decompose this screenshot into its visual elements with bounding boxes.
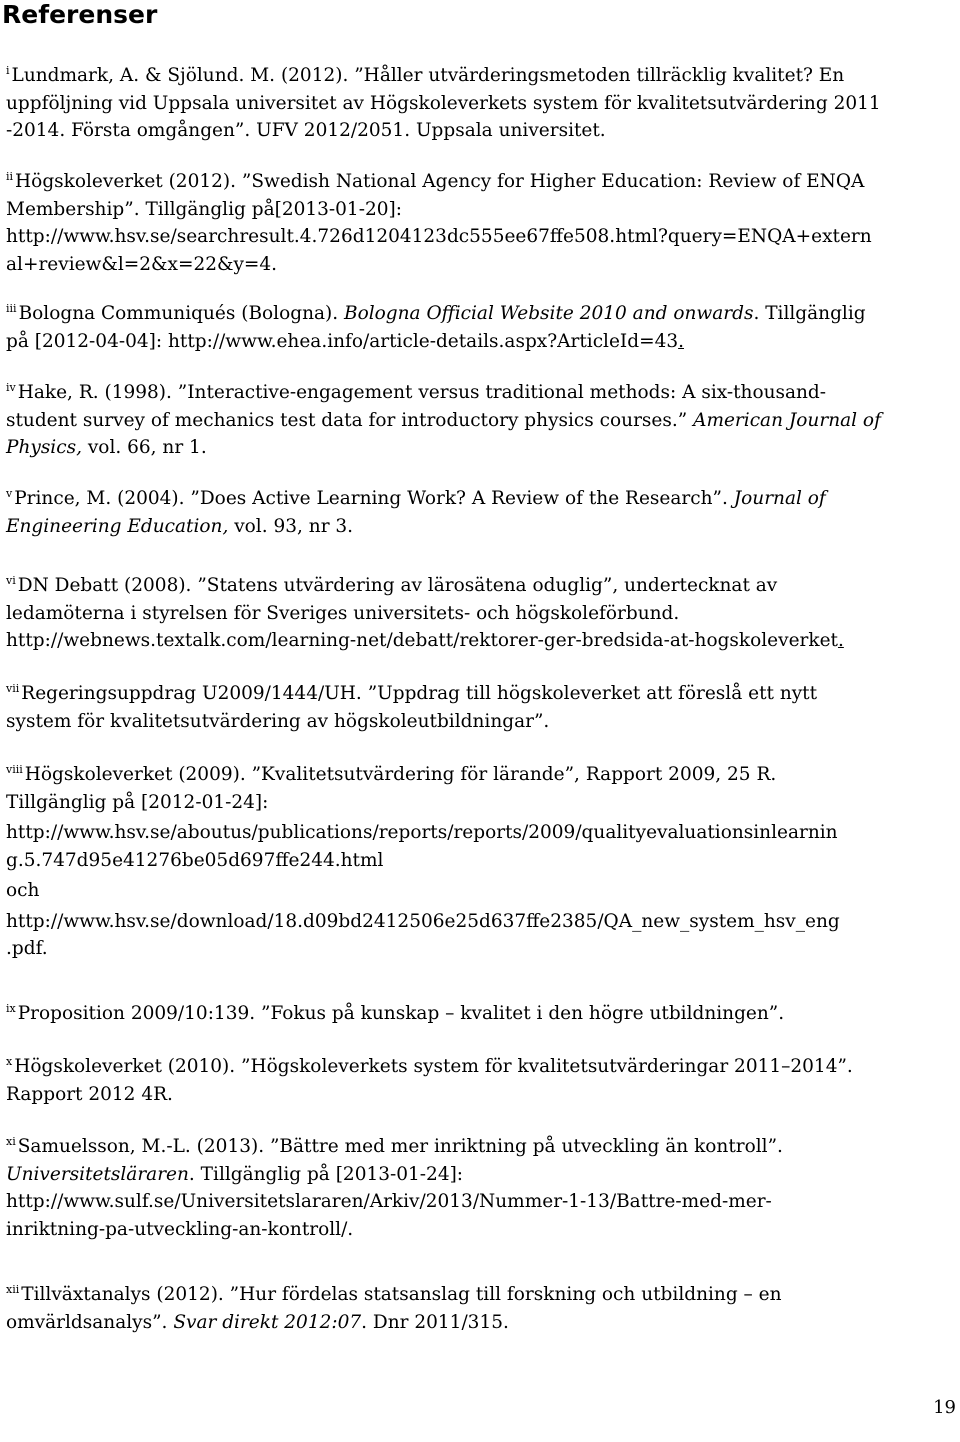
reference-text: Regeringsuppdrag U2009/1444/UH. ”Uppdrag till högskoleverket att föreslå ett nytt bbox=[21, 683, 818, 704]
reference-entry bbox=[6, 680, 956, 735]
reference-entry bbox=[6, 1133, 956, 1243]
reference-text: Samuelsson, M.-L. (2013). ”Bättre med mer inriktning på utveckling än kontroll”. bbox=[17, 1136, 783, 1157]
reference-url: .pdf. bbox=[6, 938, 48, 959]
reference-url: http://webnews.textalk.com/learning-net/debatt/rektorer-ger-bredsida-at-hogskoleverket bbox=[6, 630, 838, 651]
footnote-number: xii bbox=[6, 1283, 20, 1296]
reference-text: DN Debatt (2008). ”Statens utvärdering av lärosätena oduglig”, undertecknat av bbox=[17, 575, 778, 596]
reference-url: http://www.hsv.se/aboutus/publications/reports/reports/2009/qualityevaluationsinlearnin bbox=[6, 822, 838, 843]
reference-text: Tillgänglig på [2012-01-24]: bbox=[6, 791, 269, 813]
reference-text: Lundmark, A. & Sjölund. M. (2012). ”Håller utvärderingsmetoden tillräcklig kvalitet? En bbox=[11, 65, 845, 86]
reference-journal: American Journal of bbox=[693, 409, 881, 431]
reference-journal: Engineering Education, bbox=[6, 515, 229, 537]
reference-journal: Journal of bbox=[733, 488, 826, 509]
reference-text: Tillväxtanalys (2012). ”Hur fördelas statsanslag till forskning och utbildning – en bbox=[21, 1284, 782, 1305]
reference-url: inriktning-pa-utveckling-an-kontroll/. bbox=[6, 1218, 354, 1240]
reference-text: vol. 66, nr 1. bbox=[81, 437, 207, 458]
reference-entry bbox=[6, 572, 956, 655]
reference-entry bbox=[6, 300, 956, 355]
reference-text: omvärldsanalys”. bbox=[6, 1311, 174, 1333]
reference-text: Högskoleverket (2010). ”Högskoleverkets system för kvalitetsutvärderingar 2011–2014”. bbox=[14, 1056, 853, 1077]
reference-entry bbox=[6, 62, 956, 145]
reference-text: uppföljning vid Uppsala universitet av Högskoleverkets system för kvalitetsutvärdering 2011 bbox=[6, 92, 881, 114]
reference-text: . Tillgänglig på [2013-01-24]: bbox=[188, 1163, 464, 1185]
reference-text: Membership”. Tillgänglig på[2013-01-20]: bbox=[6, 198, 402, 220]
footnote-number: vii bbox=[6, 682, 20, 695]
footnote-number: ix bbox=[6, 1002, 16, 1015]
reference-text: Rapport 2012 4R. bbox=[6, 1083, 173, 1105]
reference-entry bbox=[6, 168, 956, 278]
reference-source-title: Bologna Official Website 2010 and onwards bbox=[344, 303, 754, 324]
reference-text: och bbox=[6, 880, 40, 901]
footnote-number: iv bbox=[6, 381, 16, 394]
reference-text: . Tillgänglig bbox=[753, 303, 866, 324]
footnote-number: iii bbox=[6, 302, 17, 315]
reference-text: Högskoleverket (2012). ”Swedish National Agency for Higher Education: Review of ENQA bbox=[15, 171, 865, 192]
footnote-number: i bbox=[6, 64, 10, 77]
reference-link[interactable]: . bbox=[678, 330, 684, 352]
reference-url: http://www.hsv.se/searchresult.4.726d1204123dc555ee67ffe508.html?query=ENQA+extern bbox=[6, 226, 872, 247]
reference-text: ledamöterna i styrelsen för Sveriges universitets- och högskoleförbund. bbox=[6, 602, 680, 624]
reference-entry bbox=[6, 1053, 956, 1108]
reference-url: http://www.sulf.se/Universitetslararen/Arkiv/2013/Nummer-1-13/Battre-med-mer- bbox=[6, 1191, 772, 1212]
reference-report-title: Svar direkt 2012:07 bbox=[173, 1311, 362, 1333]
reference-entry bbox=[6, 379, 956, 462]
reference-link[interactable]: . bbox=[837, 630, 844, 651]
reference-text: Bologna Communiqués (Bologna). bbox=[18, 303, 344, 324]
footnote-number: viii bbox=[6, 763, 23, 776]
footnote-number: vi bbox=[6, 574, 16, 587]
page-number: 19 bbox=[933, 1397, 956, 1418]
reference-text: student survey of mechanics test data for introductory physics courses.” bbox=[6, 409, 694, 431]
reference-entry bbox=[6, 761, 956, 963]
reference-text: Hake, R. (1998). ”Interactive-engagement versus traditional methods: A six-thousand- bbox=[17, 382, 827, 403]
reference-url: g.5.747d95e41276be05d697ffe244.html bbox=[6, 849, 384, 871]
footnote-number: ii bbox=[6, 170, 14, 183]
reference-text: -2014. Första omgången”. UFV 2012/2051. Uppsala universitet. bbox=[6, 120, 606, 141]
reference-text: Proposition 2009/10:139. ”Fokus på kunskap – kvalitet i den högre utbildningen”. bbox=[17, 1003, 785, 1024]
footnote-number: x bbox=[6, 1055, 13, 1068]
reference-text: system för kvalitetsutvärdering av högskoleutbildningar”. bbox=[6, 710, 550, 732]
reference-text: Prince, M. (2004). ”Does Active Learning Work? A Review of the Research”. bbox=[14, 488, 734, 509]
reference-text: . Dnr 2011/315. bbox=[361, 1311, 509, 1333]
reference-text: Högskoleverket (2009). ”Kvalitetsutvärdering för lärande”, Rapport 2009, 25 R. bbox=[24, 764, 777, 785]
reference-journal: Physics, bbox=[6, 437, 82, 458]
reference-url: http://www.hsv.se/download/18.d09bd2412506e25d637ffe2385/QA_new_system_hsv_eng bbox=[6, 910, 840, 932]
reference-url: al+review&l=2&x=22&y=4. bbox=[6, 253, 278, 275]
footnote-number: v bbox=[6, 487, 13, 500]
reference-journal: Universitetsläraren bbox=[6, 1163, 189, 1185]
reference-text: vol. 93, nr 3. bbox=[228, 515, 354, 537]
reference-url: på [2012-04-04]: http://www.ehea.info/article-details.aspx?ArticleId=43 bbox=[6, 330, 679, 352]
footnote-number: xi bbox=[6, 1135, 16, 1148]
page-title: Referenser bbox=[2, 0, 158, 29]
reference-entry bbox=[6, 1000, 956, 1028]
reference-entry bbox=[6, 485, 956, 540]
reference-entry bbox=[6, 1281, 956, 1336]
